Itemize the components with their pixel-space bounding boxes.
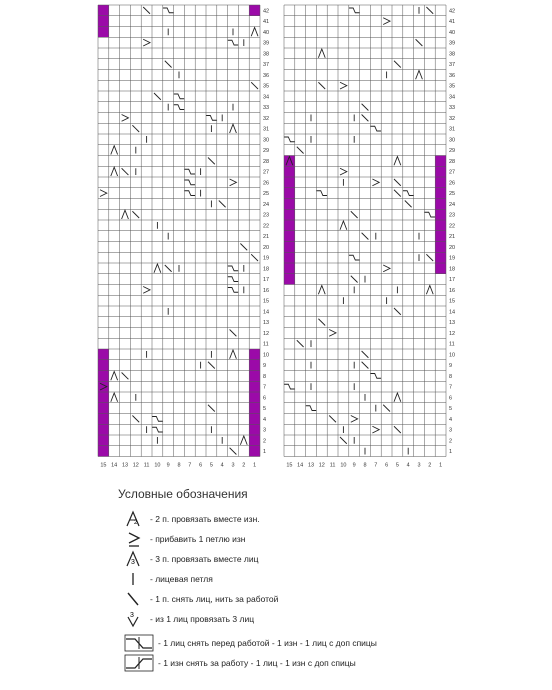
row-number: 20 [449, 244, 456, 251]
slip-symbol [251, 254, 258, 261]
row-number: 42 [449, 8, 456, 15]
row-number: 11 [263, 341, 269, 348]
cross-symbol [152, 417, 163, 422]
slip-symbol [208, 158, 215, 165]
row-number: 41 [263, 19, 270, 26]
row-number: 13 [449, 320, 456, 327]
increase-symbol [143, 287, 150, 294]
row-number: 28 [263, 158, 270, 165]
p2tog-symbol [318, 286, 325, 295]
cross-symbol [349, 8, 360, 13]
column-number: 7 [374, 462, 378, 469]
increase-symbol [143, 39, 150, 46]
increase-symbol [383, 18, 390, 25]
cross-back-icon [124, 654, 154, 672]
cross-symbol [184, 191, 195, 196]
row-number: 31 [449, 126, 456, 133]
row-number: 19 [263, 255, 270, 262]
cross-symbol [228, 40, 239, 45]
k3tog-icon [124, 550, 146, 568]
row-number: 34 [263, 94, 270, 101]
legend-text: - 1 п. снять лиц, нить за работой [150, 594, 279, 604]
row-number: 5 [449, 406, 453, 413]
row-number: 13 [263, 320, 270, 327]
cross-symbol [228, 288, 239, 293]
slip-symbol [165, 61, 172, 68]
increase-symbol [340, 82, 347, 89]
slip-symbol [251, 82, 258, 89]
slip-symbol [351, 276, 358, 283]
row-number: 35 [449, 83, 456, 90]
row-number: 40 [263, 29, 270, 36]
p2tog-symbol [154, 264, 161, 273]
row-number: 4 [263, 416, 267, 423]
slip-symbol [394, 61, 401, 68]
row-number: 1 [449, 449, 453, 456]
row-number: 14 [263, 309, 270, 316]
legend-item-increase [124, 530, 246, 548]
cross-symbol [163, 8, 174, 13]
column-number: 9 [352, 462, 356, 469]
column-number: 6 [199, 462, 203, 469]
row-number: 12 [449, 330, 456, 337]
cross-symbol [306, 406, 317, 411]
slip-symbol [297, 340, 304, 347]
column-number: 7 [188, 462, 192, 469]
row-number: 26 [449, 180, 456, 187]
p2tog-symbol [394, 157, 401, 166]
inc3-icon [124, 610, 146, 628]
row-number: 18 [263, 266, 270, 273]
row-number: 27 [449, 169, 456, 176]
slip-symbol [416, 39, 423, 46]
slip-symbol [208, 362, 215, 369]
row-number: 21 [263, 234, 270, 241]
increase-symbol [230, 179, 237, 186]
right-chart [284, 5, 455, 469]
cross-symbol [370, 374, 381, 379]
row-number: 6 [263, 395, 267, 402]
column-number: 5 [395, 462, 399, 469]
cross-symbol [228, 266, 239, 271]
slip-symbol [362, 115, 369, 122]
column-number: 3 [231, 462, 235, 469]
column-number: 10 [340, 462, 347, 469]
row-number: 19 [449, 255, 456, 262]
slip-symbol [154, 93, 161, 100]
cross-symbol [206, 116, 217, 121]
p2tog-symbol [416, 71, 423, 80]
column-number: 15 [100, 462, 107, 469]
column-number: 12 [132, 462, 139, 469]
row-number: 37 [449, 62, 456, 69]
row-number: 30 [449, 137, 456, 144]
slip-symbol [362, 233, 369, 240]
legend-text: - 1 лиц снять перед работой - 1 изн - 1 лиц с доп спицы [158, 638, 377, 648]
highlight-bar [98, 5, 109, 37]
p2tog-symbol [111, 146, 118, 155]
legend-title: Условные обозначения [118, 487, 248, 501]
knit-icon [124, 570, 146, 588]
column-number: 4 [220, 462, 224, 469]
column-number: 2 [428, 462, 432, 469]
p2tog-symbol [111, 167, 118, 176]
row-number: 8 [449, 373, 453, 380]
row-number: 8 [263, 373, 267, 380]
svg-text:3: 3 [130, 612, 134, 619]
slip-symbol [230, 448, 237, 455]
column-number: 4 [406, 462, 410, 469]
row-number: 2 [263, 438, 267, 445]
row-number: 10 [263, 352, 270, 359]
row-number: 40 [449, 29, 456, 36]
row-number: 12 [263, 330, 270, 337]
legend-text: - 2 п. провязать вместе изн. [150, 514, 260, 524]
cross-symbol [349, 255, 360, 260]
legend-text: - из 1 лиц провязать 3 лиц [150, 614, 255, 624]
row-number: 9 [449, 363, 453, 370]
row-number: 30 [263, 137, 270, 144]
p2tog-symbol [426, 286, 433, 295]
row-number: 33 [449, 105, 456, 112]
slip-symbol [132, 416, 139, 423]
row-number: 9 [263, 363, 267, 370]
column-number: 2 [242, 462, 246, 469]
row-number: 42 [263, 8, 270, 15]
legend-item-k3tog [124, 550, 259, 568]
p2tog-symbol [340, 221, 347, 230]
row-number: 38 [263, 51, 270, 58]
increase-icon [124, 530, 146, 548]
slip-symbol [122, 373, 129, 380]
legend-text: - лицевая петля [150, 574, 213, 584]
highlight-bar [435, 156, 446, 274]
row-number: 4 [449, 416, 453, 423]
slip-symbol [394, 308, 401, 315]
row-number: 38 [449, 51, 456, 58]
highlight-bar [249, 5, 260, 16]
row-number: 41 [449, 19, 456, 26]
slip-symbol [426, 7, 433, 14]
row-number: 2 [449, 438, 453, 445]
slip-symbol [329, 416, 336, 423]
increase-symbol [383, 265, 390, 272]
row-number: 37 [263, 62, 270, 69]
row-number: 3 [449, 427, 453, 434]
cross-symbol [284, 384, 295, 389]
p2tog-symbol [122, 210, 129, 219]
row-number: 31 [263, 126, 270, 133]
row-number: 16 [263, 287, 270, 294]
column-number: 8 [363, 462, 367, 469]
column-number: 12 [318, 462, 325, 469]
p2tog-symbol [230, 350, 237, 359]
slip-symbol [340, 437, 347, 444]
p2tog-symbol [240, 436, 247, 445]
increase-symbol [340, 168, 347, 175]
slip-symbol [318, 82, 325, 89]
cross-symbol [284, 137, 295, 142]
row-number: 27 [263, 169, 270, 176]
slip-symbol [132, 211, 139, 218]
increase-symbol [122, 115, 129, 122]
p2tog-symbol [394, 393, 401, 402]
row-number: 23 [263, 212, 270, 219]
column-number: 5 [209, 462, 213, 469]
row-number: 14 [449, 309, 456, 316]
cross-symbol [174, 94, 185, 99]
row-number: 25 [449, 191, 456, 198]
column-number: 3 [417, 462, 421, 469]
p2tog-symbol [111, 393, 118, 402]
row-number: 24 [449, 201, 456, 208]
slip-symbol [362, 351, 369, 358]
legend-text: - 1 изн снять за работу - 1 лиц - 1 изн с доп спицы [158, 658, 356, 668]
cross-symbol [424, 212, 435, 217]
p2tog-icon [124, 510, 146, 528]
row-number: 26 [263, 180, 270, 187]
cross-symbol [316, 191, 327, 196]
column-number: 8 [177, 462, 181, 469]
row-number: 29 [263, 148, 270, 155]
increase-symbol [372, 179, 379, 186]
column-number: 14 [111, 462, 118, 469]
column-number: 6 [385, 462, 389, 469]
row-number: 35 [263, 83, 270, 90]
slip-icon [124, 590, 146, 608]
column-number: 13 [307, 462, 315, 469]
cross-symbol [228, 277, 239, 282]
legend-item-slip [124, 590, 278, 608]
legend-text: - 3 п. провязать вместе лиц [150, 554, 259, 564]
row-number: 25 [263, 191, 270, 198]
slip-symbol [143, 7, 150, 14]
p2tog-symbol [230, 124, 237, 133]
increase-symbol [372, 426, 379, 433]
row-number: 15 [449, 298, 456, 305]
legend-item-inc3 [124, 610, 254, 628]
row-number: 7 [449, 384, 453, 391]
legend-item-cross-back [124, 654, 356, 672]
slip-symbol [362, 362, 369, 369]
row-number: 5 [263, 406, 267, 413]
p2tog-symbol [111, 372, 118, 381]
row-number: 39 [263, 40, 270, 47]
column-number: 10 [154, 462, 161, 469]
legend-item-cross-front [124, 634, 377, 652]
row-number: 33 [263, 105, 270, 112]
column-number: 9 [166, 462, 170, 469]
row-number: 32 [449, 115, 456, 122]
row-number: 1 [263, 449, 267, 456]
row-number: 34 [449, 94, 456, 101]
row-number: 3 [263, 427, 267, 434]
row-number: 22 [449, 223, 456, 230]
slip-symbol [426, 254, 433, 261]
legend-item-knit [124, 570, 213, 588]
row-number: 10 [449, 352, 456, 359]
row-number: 36 [449, 72, 456, 79]
row-number: 39 [449, 40, 456, 47]
row-number: 23 [449, 212, 456, 219]
slip-symbol [394, 190, 401, 197]
cross-symbol [184, 180, 195, 185]
column-number: 13 [121, 462, 129, 469]
legend-text: - прибавить 1 петлю изн [150, 534, 246, 544]
slip-symbol [318, 319, 325, 326]
slip-symbol [297, 147, 304, 154]
cross-front-icon [124, 634, 154, 652]
row-number: 7 [263, 384, 267, 391]
row-number: 16 [449, 287, 456, 294]
row-number: 20 [263, 244, 270, 251]
cross-symbol [370, 126, 381, 131]
p2tog-symbol [318, 49, 325, 58]
increase-symbol [100, 190, 107, 197]
row-number: 15 [263, 298, 270, 305]
increase-symbol [351, 416, 358, 423]
column-number: 14 [297, 462, 304, 469]
row-number: 28 [449, 158, 456, 165]
cross-symbol [152, 427, 163, 432]
column-number: 1 [253, 462, 257, 469]
row-number: 17 [263, 277, 270, 284]
row-number: 17 [449, 277, 456, 284]
slip-symbol [132, 125, 139, 132]
row-number: 21 [449, 234, 456, 241]
cross-symbol [184, 169, 195, 174]
slip-symbol [165, 265, 172, 272]
legend-item-p2tog [124, 510, 260, 528]
increase-symbol [329, 330, 336, 337]
column-number: 15 [286, 462, 293, 469]
row-number: 29 [449, 148, 456, 155]
slip-symbol [351, 211, 358, 218]
row-number: 24 [263, 201, 270, 208]
slip-symbol [208, 405, 215, 412]
cross-symbol [403, 191, 414, 196]
slip-symbol [230, 330, 237, 337]
slip-symbol [122, 168, 129, 175]
slip-symbol [362, 104, 369, 111]
row-number: 6 [449, 395, 453, 402]
p2tog-symbol [251, 28, 258, 37]
slip-symbol [240, 244, 247, 251]
column-number: 1 [439, 462, 443, 469]
svg-text:2: 2 [134, 520, 138, 526]
row-number: 22 [263, 223, 270, 230]
svg-text:3: 3 [131, 559, 135, 566]
slip-symbol [394, 426, 401, 433]
row-number: 36 [263, 72, 270, 79]
row-number: 18 [449, 266, 456, 273]
left-chart [98, 5, 269, 469]
column-number: 11 [329, 462, 336, 469]
row-number: 11 [449, 341, 455, 348]
cross-symbol [174, 105, 185, 110]
slip-symbol [219, 201, 226, 208]
row-number: 32 [263, 115, 270, 122]
slip-symbol [394, 179, 401, 186]
column-number: 11 [143, 462, 150, 469]
slip-symbol [383, 405, 390, 412]
slip-symbol [405, 201, 412, 208]
